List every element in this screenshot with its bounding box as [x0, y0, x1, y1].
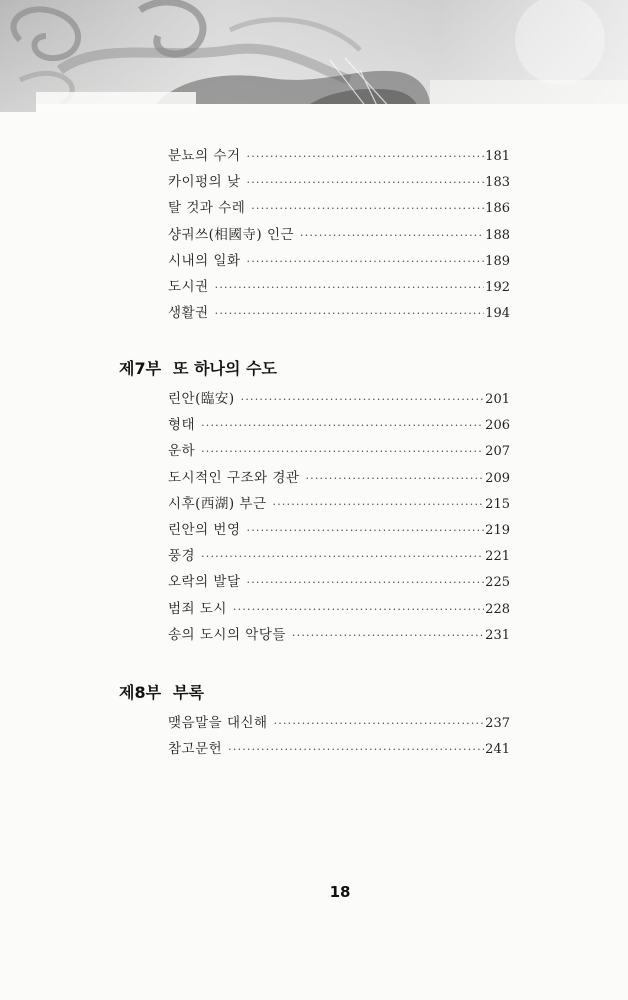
toc-entry[interactable] [168, 569, 510, 595]
dot-leader [201, 413, 484, 439]
dot-leader [241, 387, 485, 413]
toc-entry-page: 192 [485, 279, 510, 295]
toc-entry-title: 오락의 발달 [168, 574, 241, 591]
part-title: 부록 [173, 683, 204, 702]
toc-entry-page: 181 [485, 149, 510, 164]
toc-entry[interactable] [168, 491, 510, 517]
dot-leader [274, 711, 485, 737]
toc-entry[interactable] [168, 710, 510, 736]
dot-leader [300, 223, 484, 249]
toc-list-part-7 [168, 386, 510, 648]
toc-entry-page: 241 [485, 742, 510, 758]
toc-entry-title: 송의 도시의 악당들 [168, 626, 286, 643]
toc-entry-title: 참고문헌 [168, 741, 223, 758]
toc-entry[interactable] [168, 596, 510, 622]
dot-leader [201, 544, 484, 570]
part-heading[interactable] [119, 356, 277, 379]
toc-entry-title: 도시적인 구조와 경관 [168, 469, 300, 486]
toc-entry-title: 탈 것과 수레 [168, 200, 246, 217]
toc-entry-page: 186 [485, 201, 510, 217]
page-number: 18 [329, 883, 351, 901]
toc-entry-title: 시내의 일화 [168, 252, 241, 269]
toc-entry-page: 207 [485, 444, 510, 460]
part-heading[interactable] [119, 680, 204, 703]
dot-leader [273, 492, 485, 518]
dot-leader [251, 196, 484, 222]
toc-entry-title: 범죄 도시 [168, 600, 227, 617]
toc-entry-page: 225 [485, 575, 510, 591]
toc-entry-title: 시후(西湖) 부근 [168, 495, 267, 512]
toc-entry-title: 린안의 번영 [168, 521, 241, 538]
toc-entry-title: 분뇨의 수거 [168, 148, 241, 164]
dot-leader [292, 623, 484, 649]
toc-entry[interactable] [168, 143, 510, 169]
toc-entry-page: 228 [485, 601, 510, 617]
toc-entry-page: 231 [485, 627, 510, 643]
toc-entry[interactable] [168, 465, 510, 491]
toc-list-part-8 [168, 710, 510, 762]
toc-entry-title: 린안(臨安) [168, 391, 235, 407]
toc-entry[interactable] [168, 300, 510, 326]
toc-entry[interactable] [168, 517, 510, 543]
toc-entry[interactable] [168, 248, 510, 274]
dot-leader [215, 275, 485, 301]
toc-entry-page: 194 [485, 306, 510, 322]
header-decoration [0, 0, 628, 112]
dot-leader [228, 737, 484, 763]
toc-entry-page: 215 [485, 496, 510, 512]
toc-entry-page: 201 [485, 392, 510, 407]
toc-entry[interactable] [168, 736, 510, 762]
toc-entry-page: 221 [485, 549, 510, 565]
toc-entry[interactable] [168, 169, 510, 195]
toc-entry-title: 형태 [168, 417, 196, 434]
dot-leader [247, 518, 485, 544]
part-title: 또 하나의 수도 [173, 359, 277, 378]
toc-entry-page: 188 [485, 227, 510, 243]
toc-entry[interactable] [168, 386, 510, 412]
toc-list-continued [168, 143, 510, 326]
toc-entry-page: 237 [485, 716, 510, 731]
toc-entry-title: 카이펑의 낮 [168, 174, 241, 191]
toc-entry-page: 209 [485, 470, 510, 486]
toc-entry-page: 189 [485, 253, 510, 269]
toc-entry-title: 운하 [168, 443, 196, 460]
toc-entry-title: 도시권 [168, 278, 209, 295]
toc-entry[interactable] [168, 274, 510, 300]
toc-entry[interactable] [168, 412, 510, 438]
dot-leader [247, 249, 485, 275]
toc-entry-title: 생활권 [168, 305, 209, 322]
toc-entry-page: 219 [485, 522, 510, 538]
part-number: 제8부 [119, 683, 162, 702]
part-number: 제7부 [119, 359, 162, 378]
toc-entry-title: 맺음말을 대신해 [168, 715, 268, 731]
toc-entry-page: 206 [485, 418, 510, 434]
dot-leader [215, 301, 485, 327]
toc-entry-title: 샹궈쓰(相國寺) 인근 [168, 226, 295, 243]
toc-entry[interactable] [168, 543, 510, 569]
toc-entry[interactable] [168, 222, 510, 248]
toc-entry[interactable] [168, 622, 510, 648]
toc-entry[interactable] [168, 438, 510, 464]
dot-leader [247, 144, 485, 170]
dot-leader [233, 597, 484, 623]
toc-entry[interactable] [168, 195, 510, 221]
toc-entry-page: 183 [485, 175, 510, 191]
toc-entry-title: 풍경 [168, 548, 196, 565]
dot-leader [305, 466, 484, 492]
dot-leader [247, 170, 485, 196]
dot-leader [247, 570, 485, 596]
dot-leader [201, 439, 484, 465]
